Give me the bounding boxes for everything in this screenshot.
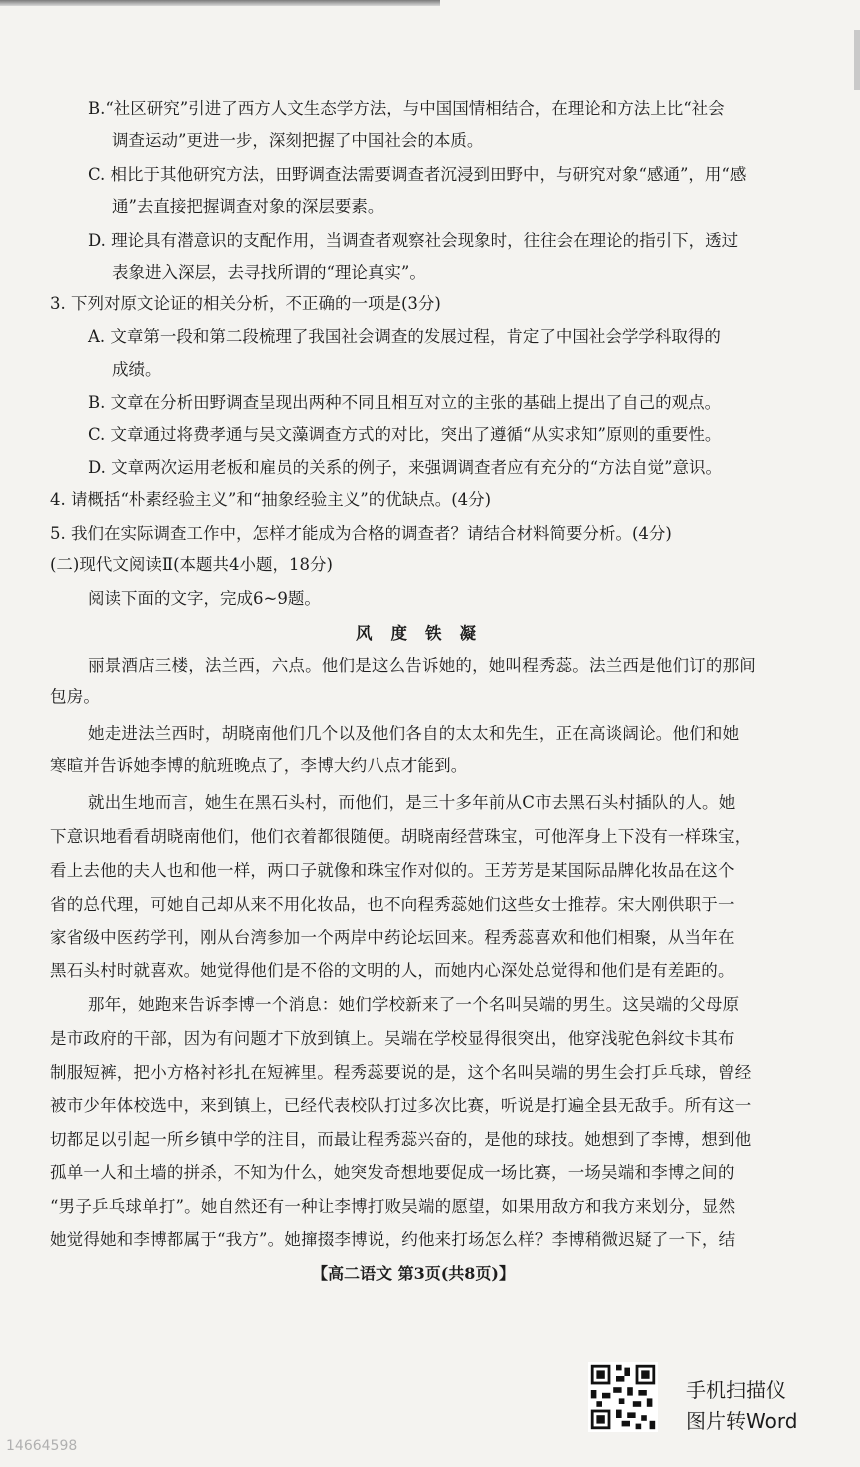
story-line: 丽景酒店三楼，法兰西，六点。他们是这么告诉她的，她叫程秀蕊。法兰西是他们订的那间 (88, 656, 756, 675)
story-line: 孤单一人和土墙的拼杀，不知为什么，她突发奇想地要促成一场比赛，一场吴端和李博之间的 (50, 1163, 735, 1182)
q2-option-d-line2: 表象进入深层，去寻找所谓的“理论真实”。 (112, 263, 426, 282)
q5: 5. 我们在实际调查工作中，怎样才能成为合格的调查者？请结合材料简要分析。(4分) (50, 524, 672, 543)
story-line: 包房。 (50, 687, 101, 706)
scanner-label: 手机扫描仪 (686, 1378, 786, 1402)
story-line: 看上去他的夫人也和他一样，两口子就像和珠宝作对似的。王芳芳是某国际品牌化妆品在这个 (50, 861, 735, 880)
scanner-sublabel: 图片转Word (686, 1409, 798, 1433)
scan-edge-right (854, 30, 860, 90)
q2-option-c-line2: 通”去直接把握调查对象的深层要素。 (112, 197, 385, 216)
story-title: 风度铁凝 (356, 624, 494, 643)
section2-heading: (二)现代文阅读Ⅱ(本题共4小题，18分) (50, 555, 333, 574)
story-line: 黑石头村时就喜欢。她觉得他们是不俗的文明的人，而她内心深处总觉得和他们是有差距的。 (50, 961, 735, 980)
q3-option-b: B. 文章在分析田野调查呈现出两种不同且相互对立的主张的基础上提出了自己的观点。 (88, 393, 722, 412)
story-line: 寒暄并告诉她李博的航班晚点了，李博大约八点才能到。 (50, 756, 468, 775)
q2-option-c-line1: C. 相比于其他研究方法，田野调查法需要调查者沉浸到田野中，与研究对象“感通”，用“感 (88, 165, 747, 184)
story-line: 下意识地看看胡晓南他们，他们衣着都很随便。胡晓南经营珠宝，可他浑身上下没有一样珠宝， (50, 827, 752, 846)
story-line: 她觉得她和李博都属于“我方”。她撺掇李博说，约他来打场怎么样？李博稍微迟疑了一下，结 (50, 1230, 736, 1249)
story-line: 那年，她跑来告诉李博一个消息：她们学校新来了一个名叫吴端的男生。这吴端的父母原 (88, 995, 740, 1014)
q3-option-c: C. 文章通过将费孝通与吴文藻调查方式的对比，突出了遵循“从实求知”原则的重要性。 (88, 425, 722, 444)
section2-instruction: 阅读下面的文字，完成6~9题。 (88, 589, 321, 608)
story-line: 是市政府的干部，因为有问题才下放到镇上。吴端在学校显得很突出，他穿浅驼色斜纹卡其布 (50, 1029, 735, 1048)
story-line: 她走进法兰西时，胡晓南他们几个以及他们各自的太太和先生，正在高谈阔论。他们和她 (88, 724, 740, 743)
story-line: 就出生地而言，她生在黑石头村，而他们，是三十多年前从C市去黑石头村插队的人。她 (88, 793, 736, 812)
scan-watermark-id: 14664598 (6, 1438, 78, 1454)
page-footer: 【高二语文 第3页(共8页)】 (312, 1264, 515, 1283)
story-line: 切都足以引起一所乡镇中学的注目，而最让程秀蕊兴奋的，是他的球技。她想到了李博，想到他 (50, 1130, 752, 1149)
story-line: “男子乒乓球单打”。她自然还有一种让李博打败吴端的愿望，如果用敌方和我方来划分，显然 (50, 1197, 736, 1216)
story-line: 制服短裤，把小方格衬衫扎在短裤里。程秀蕊要说的是，这个名叫吴端的男生会打乒乓球，曾经 (50, 1063, 752, 1082)
q3-option-a-line1: A. 文章第一段和第二段梳理了我国社会调查的发展过程，肯定了中国社会学学科取得的 (88, 327, 721, 346)
q3-stem: 3. 下列对原文论证的相关分析，不正确的一项是(3分) (50, 294, 441, 313)
q4: 4. 请概括“朴素经验主义”和“抽象经验主义”的优缺点。(4分) (50, 490, 492, 509)
story-line: 省的总代理，可她自己却从来不用化妆品，也不向程秀蕊她们这些女士推荐。宋大刚供职于一 (50, 895, 735, 914)
story-line: 家省级中医药学刊，刚从台湾参加一个两岸中药论坛回来。程秀蕊喜欢和他们相聚，从当年在 (50, 928, 735, 947)
q3-option-a-line2: 成绩。 (112, 360, 162, 379)
q3-option-d: D. 文章两次运用老板和雇员的关系的例子，来强调调查者应有充分的“方法自觉”意识。 (88, 458, 723, 477)
q2-option-d-line1: D. 理论具有潜意识的支配作用，当调查者观察社会现象时，往往会在理论的指引下，透过 (88, 231, 739, 250)
q2-option-b-line1: B.“社区研究”引进了西方人文生态学方法，与中国国情相结合，在理论和方法上比“社会 (88, 99, 725, 118)
q2-option-b-line2: 调查运动”更进一步，深刻把握了中国社会的本质。 (112, 131, 484, 150)
story-line: 被市少年体校选中，来到镇上，已经代表校队打过多次比赛，听说是打遍全县无敌手。所有这一 (50, 1096, 752, 1115)
qr-code-icon (588, 1362, 658, 1432)
scan-edge-top (0, 0, 440, 6)
